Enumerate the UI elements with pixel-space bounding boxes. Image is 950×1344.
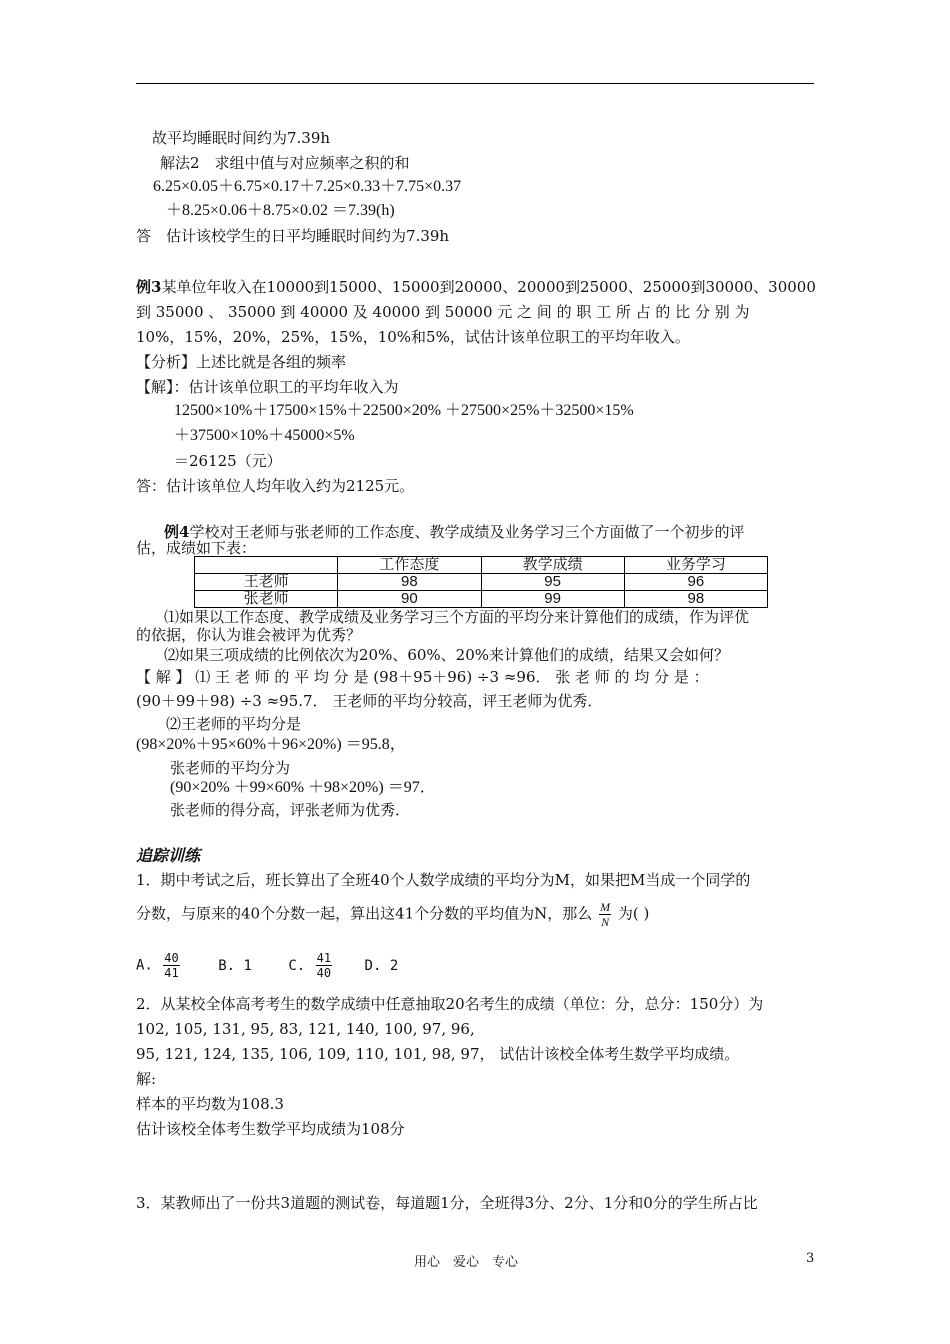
header-rule: [136, 83, 814, 84]
formula-line: ＋8.25×0.06＋8.75×0.02 ＝7.39(h): [166, 202, 395, 219]
text-line: 故平均睡眠时间约为7.39h: [152, 129, 331, 147]
text-line: 到 35000 、 35000 到 40000 及 40000 到 50000 元 之 间 的 职 工 所 占 的 比 分 别 为: [136, 303, 750, 321]
fraction-denominator: N: [601, 915, 610, 929]
page-number: 3: [806, 1251, 815, 1266]
problem-1-line-2: [136, 900, 649, 929]
problem-text: 为( ): [617, 904, 650, 923]
text-line: 95, 121, 124, 135, 106, 109, 110, 101, 98, 97， 试估计该校全体考生数学平均成绩。: [136, 1045, 740, 1063]
text-line: 解:: [136, 1070, 157, 1088]
footer-motto: 用心 爱心 专心: [414, 1255, 519, 1270]
option-b: B. 1: [218, 957, 252, 974]
option-c-fraction: [316, 951, 332, 980]
table-cell: 98: [624, 591, 767, 608]
text-line: 10%，15%，20%，25%，15%，10%和5%，试估计该单位职工的平均年收入。: [136, 328, 690, 346]
table-header-cell: 工作态度: [338, 557, 481, 574]
question-2: ⑵如果三项成绩的比例依次为20%、60%、20%来计算他们的成绩，结果又会如何？: [164, 646, 730, 664]
table-header-cell: 业务学习: [624, 557, 767, 574]
option-c-label: C.: [288, 957, 306, 974]
fraction-numerator: 41: [316, 951, 332, 965]
text-line: 估，成绩如下表：: [136, 539, 257, 557]
example-4-label: 例4: [164, 523, 190, 541]
text-line: 解法2 求组中值与对应频率之积的和: [160, 154, 410, 172]
analysis-line: 【分析】上述比就是各组的频率: [136, 353, 347, 371]
answer-line: 答 估计该校学生的日平均睡眠时间约为7.39h: [136, 227, 450, 245]
table-cell: 96: [624, 574, 767, 591]
example-3-label: 例3: [136, 278, 162, 296]
solution-line: 【解】：估计该单位职工的平均年收入为: [136, 378, 399, 396]
table-cell: 99: [481, 591, 624, 608]
table-header-row: [195, 557, 768, 574]
problem-1: 1．期中考试之后，班长算出了全班40个人数学成绩的平均分为M，如果把M当成一个同学的: [136, 871, 751, 889]
formula-line: ＝26125（元）: [174, 452, 282, 470]
table-cell: 98: [338, 574, 481, 591]
problem-text: 分数，与原来的40个分数一起，算出这41个分数的平均值为N，那么: [136, 904, 593, 923]
table-cell: 90: [338, 591, 481, 608]
question-1: ⑴如果以工作态度、教学成绩及业务学习三个方面的平均分来计算他们的成绩，作为评优: [164, 608, 750, 626]
problem-3: 3．某教师出了一份共3道题的测试卷，每道题1分，全班得3分、2分、1分和0分的学生所占比: [136, 1194, 758, 1212]
option-d: D. 2: [364, 957, 399, 974]
text-line: 样本的平均数为108.3: [136, 1095, 284, 1113]
example-4-text: 学校对王老师与张老师的工作态度、教学成绩及业务学习三个方面做了一个初步的评: [189, 523, 745, 541]
text-line: 的依据，你认为谁会被评为优秀？: [136, 626, 362, 644]
formula-line: 6.25×0.05＋6.75×0.17＋7.25×0.33＋7.75×0.37: [153, 178, 462, 195]
option-a-fraction: [163, 951, 179, 980]
fraction-numerator: 40: [164, 951, 179, 965]
fraction-m-over-n: [599, 900, 611, 929]
table-cell: 张老师: [195, 591, 338, 608]
solution-line: ⑵王老师的平均分是: [166, 715, 302, 733]
formula-line: (90×20% ＋99×60% ＋98×20%) ＝97．: [170, 779, 436, 796]
answer-options: [136, 951, 398, 980]
table-header-cell: 教学成绩: [481, 557, 624, 574]
formula-line: (98×20%＋95×60%＋96×20%) ＝95.8，: [136, 736, 406, 753]
fraction-denominator: 41: [164, 966, 179, 980]
solution-line: 张老师的得分高，评张老师为优秀．: [170, 801, 411, 819]
formula-line: ＋37500×10%＋45000×5%: [174, 427, 355, 444]
problem-2: 2．从某校全体高考考生的数学成绩中任意抽取20名考生的成绩（单位：分，总分：150分）为: [136, 995, 764, 1013]
score-table: [194, 556, 768, 608]
example-3-text: 某单位年收入在10000到15000、15000到20000、20000到25000、25000到30000、30000: [161, 278, 816, 296]
option-a-label: A.: [136, 957, 153, 974]
fraction-denominator: 40: [316, 966, 332, 980]
table-cell: 95: [481, 574, 624, 591]
section-title: 追踪训练: [136, 846, 201, 865]
table-header-cell: [195, 557, 338, 574]
formula-line: 12500×10%＋17500×15%＋22500×20% ＋27500×25%＋32500×15%: [174, 402, 634, 419]
text-line: 102, 105, 131, 95, 83, 121, 140, 100, 97, 96,: [136, 1020, 475, 1038]
solution-line: 【 解 】 ⑴ 王 老 师 的 平 均 分 是 (98＋95＋96) ÷3 ≈96． 张 老 师 的 均 分 是 ：: [136, 668, 709, 686]
answer-line: 答：估计该单位人均年收入约为2125元。: [136, 477, 415, 495]
table-row: [195, 574, 768, 591]
fraction-numerator: M: [600, 900, 611, 914]
table-cell: 王老师: [195, 574, 338, 591]
solution-line: 张老师的平均分为: [170, 759, 291, 777]
example-3-line: [136, 277, 816, 297]
solution-line: (90＋99＋98) ÷3 ≈95.7． 王老师的平均分较高，评王老师为优秀．: [136, 692, 603, 710]
text-line: 估计该校全体考生数学平均成绩为108分: [136, 1120, 405, 1138]
table-row: [195, 591, 768, 608]
